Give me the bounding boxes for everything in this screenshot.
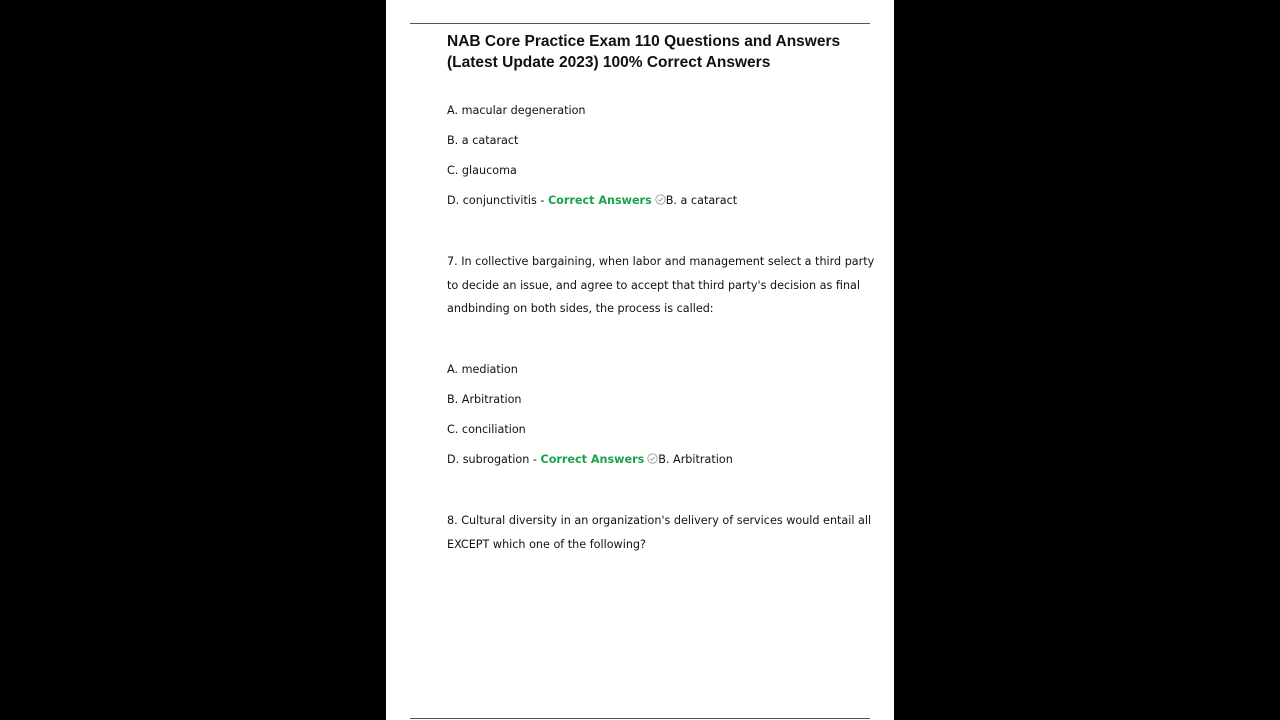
q7-answer: B. Arbitration: [658, 453, 733, 466]
footer-divider: [410, 718, 870, 719]
q6-option-d-text: D. conjunctivitis -: [447, 194, 548, 207]
q6-answer: B. a cataract: [665, 194, 738, 207]
document-page: [386, 0, 894, 720]
q6-option-c: C. glaucoma: [447, 164, 517, 177]
q8-question-line-1: 8. Cultural diversity in an organization's delivery of services would entail all: [447, 514, 872, 527]
document-title: [447, 31, 867, 73]
title-line-1: NAB Core Practice Exam 110 Questions and Answers: [447, 33, 841, 50]
header-divider: [410, 23, 870, 24]
q7-option-d-text: D. subrogation -: [447, 453, 541, 466]
q7-question-line-1: 7. In collective bargaining, when labor and management select a third party: [447, 255, 875, 268]
q7-option-c: C. conciliation: [447, 423, 526, 436]
q7-correct-label: Correct Answers: [540, 453, 645, 466]
check-circle-icon: [647, 453, 658, 464]
q6-option-a: A. macular degeneration: [447, 104, 586, 117]
q6-option-b: B. a cataract: [447, 134, 519, 147]
title-line-2: (Latest Update 2023) 100% Correct Answers: [447, 54, 771, 71]
q8-question-line-2: EXCEPT which one of the following?: [447, 538, 646, 551]
q7-option-a: A. mediation: [447, 363, 518, 376]
check-circle-icon: [655, 194, 666, 205]
q7-option-d: [447, 452, 733, 468]
q7-question-line-3: andbinding on both sides, the process is called:: [447, 302, 714, 315]
q6-option-d: [447, 193, 737, 209]
q7-question-line-2: to decide an issue, and agree to accept that third party's decision as final: [447, 279, 860, 292]
q7-option-b: B. Arbitration: [447, 393, 522, 406]
q6-correct-label: Correct Answers: [547, 194, 652, 207]
